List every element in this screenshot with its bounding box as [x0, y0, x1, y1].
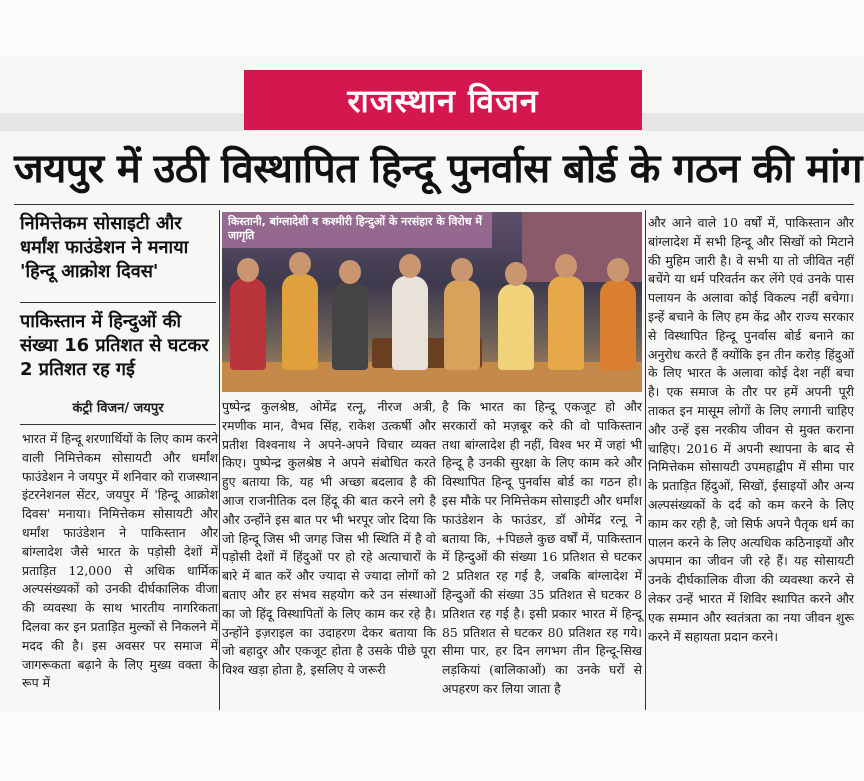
column-divider [219, 210, 220, 710]
speaker-head [555, 254, 577, 278]
speaker-figure [600, 280, 636, 370]
speaker-head [505, 262, 527, 286]
article-column-1: भारत में हिन्दू शरणार्थियों के लिए काम करने वाली निमित्तेकम सोसायटी और धर्मांश फाउंडेशन ने जयपुर में शनिवार को राजस्थान इंटरनेशनल सेंटर, जयपुर में 'हिन्दू आक्रोश दिवस' मनाया। निमित्तेकम सोसायटी और धर्मांश फाउंडेशन ने पाकिस्तान और बांग्लादेश जैसे भारत के पड़ोसी देशों में प्रताड़ित 12,000 से अधिक धार्मिक अल्पसंख्यकों को उनकी दीर्घकालिक वीजा की व्यवस्था के साथ भारतीय नागरिकता दिलवा कर इन प्रताड़ित मुल्कों से निकलने में मदद की है। इस अवसर पर समाज में जागरूकता बढ़ाने के लिए मुख्य वक्ता के रूप में [22, 431, 218, 691]
byline-rule [20, 424, 216, 425]
subheadline-2: पाकिस्तान में हिन्दुओं की संख्या 16 प्रतिशत से घटकर 2 प्रतिशत रह गई [20, 311, 209, 380]
speaker-head [237, 258, 259, 282]
speaker-head [289, 252, 311, 276]
speaker-head [399, 254, 421, 278]
top-margin [0, 0, 864, 56]
article-column-3: है कि भारत का हिन्दू एकजूट हो और सरकारों को मज़बूर करे की वो पाकिस्तान तथा बांग्लादेश ही नहीं, विश्व भर में जहां भी हिन्दू है उनकी सुरक्षा के लिए काम करे और विस्थापित हिन्दू पुनर्वास बोर्ड का गठन हो। इस मौके पर निमित्तेकम सोसाइटी और धर्मांश फाउंडेशन के फाउंडर, डॉ ओमेंद्र रत्नू ने बताया कि, +पिछले कुछ वर्षों में, पाकिस्तान में हिन्दुओं की संख्या 16 प्रतिशत से घटकर 2 प्रतिशत रह गई है, जबकि बांग्लादेश में हिन्दुओं की संख्या 35 प्रतिशत से घटकर 8 प्रतिशत रह गई है। इसी प्रकार भारत में हिन्दू 85 प्रतिशत से घटकर 80 प्रतिशत रह गये। सीमा पार, हर दिन लगभग तीन हिन्दू-सिख लड़कियां (बालिकाओं) का उनके घरों से अपहरण कर लिया जाता है [442, 399, 642, 696]
bottom-margin [0, 712, 864, 781]
speaker-figure [230, 278, 266, 370]
article-column-4: और आने वाले 10 वर्षों में, पाकिस्तान और बांग्लादेश में सभी हिन्दू और सिखों को मिटाने की मुहिम जारी है। वे सभी या तो जीवित नहीं बचेंगे या धर्म परिवर्तन कर लेंगे एवं उनके पास पलायन के अलावा कोई विकल्प नहीं बचेगा। इन्हें बचाने के लिए हम केंद्र और राज्य सरकार से विस्थापित हिन्दू पुनर्वास बोर्ड बनाने का अनुरोध करते हैं क्योंकि इन तीन करोड़ हिंदुओं के लिए भारत के अलावा कोई देश नहीं बचा है। एक समाज के तौर पर हमें अपनी पूरी ताकत इन मासूम लोगों के लिए लगानी चाहिए और उन्हें इस नरकीय जीवन से मुक्त कराना चाहिए। 2016 में अपनी स्थापना के बाद से निमित्तेकम सोसायटी उपमहाद्वीप में सीमा पार के प्रताड़ित हिंदुओं, सिखों, ईसाइयों और अन्य अल्पसंख्यकों के दर्द को कम करने के लिए काम कर रही है, जो सिर्फ अपने पैतृक धर्म का पालन करने के लिए अत्यधिक कठिनाइयों और अपमान का जीवन जी रहे हैं। यह सोसायटी उनके दीर्घकालिक वीजा की व्यवस्था करने से लेकर उन्हें भारत में शिविर स्थापित करने और एक सम्मान और स्वतंत्रता का नया जीवन शुरू करने में सहायता प्रदान करने। [648, 215, 854, 644]
speaker-head [339, 260, 361, 284]
byline: कंट्री विजन/ जयपुर [72, 401, 164, 416]
photo-banner: किस्तानी, बांग्लादेशी व कश्मीरी हिन्दुओं के नरसंहार के विरोध में जागृति [222, 212, 492, 248]
speaker-figure [444, 280, 480, 370]
subhead-divider [20, 302, 216, 303]
speaker-head [607, 258, 629, 282]
headline: जयपुर में उठी विस्थापित हिन्दू पुनर्वास बोर्ड के गठन की मांग [14, 146, 862, 192]
subheadline-1: निमित्तेकम सोसाइटी और धर्मांश फाउंडेशन ने मनाया 'हिन्दू आक्रोश दिवस' [20, 213, 189, 282]
speaker-figure [282, 274, 318, 370]
column-divider [645, 210, 646, 710]
speaker-figure [548, 276, 584, 370]
section-title: राजस्थान विजन [244, 70, 642, 130]
speaker-figure [392, 276, 428, 370]
speaker-figure [498, 284, 534, 370]
speaker-figure [332, 282, 368, 370]
speaker-head [451, 258, 473, 282]
headline-rule [14, 204, 854, 205]
event-photo [222, 212, 642, 392]
article-column-2: पुष्पेन्द्र कुलश्रेष्ठ, ओमेंद्र रत्नू, नीरज अत्री, रमणीक मान, वैभव सिंह, राकेश उत्कर्षी और प्रतीश विश्वनाथ ने अपने-अपने विचार व्यक्त किए। पुष्पेन्द्र कुलश्रेष्ठ ने अपने संबोधित करते हुए बताया कि, यह भी अच्छा बदलाव है की आज राजनीतिक दल हिंदू की बात करने लगे है और उन्होंने इस बात पर भी भरपूर जोर दिया कि जो हिन्दू जिस भी जगह जिस भी स्थिति में है वो पड़ोसी देशों में हिंदुओं पर हो रहे अत्याचारों के बारे में बात करें और ज्यादा से ज्यादा लोगों को बताए और हर संभव सहयोग करे उन संस्थाओं का जो हिंदू विस्थापितों के लिए काम कर रहे है। उन्होंने इज़राइल का उदाहरण देकर बताया कि जो बहादुर और एकजूट होता है उसके पीछे पूरा विश्व खड़ा होता है, इसलिए ये जरूरी [222, 399, 436, 678]
